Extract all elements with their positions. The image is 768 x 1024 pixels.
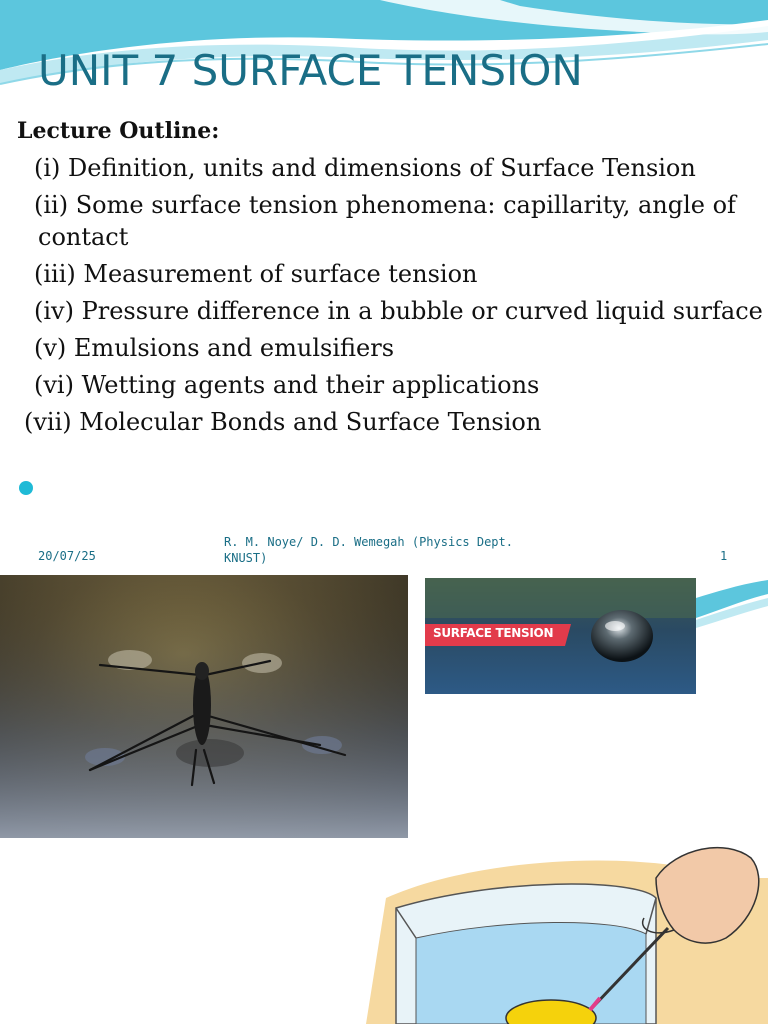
outline-item: (iii) Measurement of surface tension xyxy=(34,260,478,288)
outline-item: (vi) Wetting agents and their applications xyxy=(34,371,540,399)
outline-item: (iv) Pressure difference in a bubble or curved liquid surface xyxy=(34,297,763,325)
footer-date: 20/07/25 xyxy=(38,549,96,563)
slide-title: UNIT 7 SURFACE TENSION xyxy=(38,46,583,95)
outline-item: (i) Definition, units and dimensions of Surface Tension xyxy=(34,154,696,182)
dropper-experiment-illustration xyxy=(356,838,768,1024)
footer-page-number: 1 xyxy=(720,549,728,563)
surface-tension-video-thumbnail xyxy=(425,578,696,694)
empty-bullet-point xyxy=(19,481,33,495)
outline-item: (ii) Some surface tension phenomena: capillarity, angle of contact xyxy=(34,191,736,251)
outline-item: (v) Emulsions and emulsifiers xyxy=(34,334,395,362)
side-wave-decoration xyxy=(696,578,768,638)
outline-item: (vii) Molecular Bonds and Surface Tension xyxy=(24,408,542,436)
water-strider-photo xyxy=(0,575,408,838)
outline-heading: Lecture Outline: xyxy=(17,118,220,144)
outline-list xyxy=(0,152,768,443)
footer-credit: R. M. Noye/ D. D. Wemegah (Physics Dept. KNUST) xyxy=(224,535,513,565)
video-label: SURFACE TENSION xyxy=(433,626,554,640)
